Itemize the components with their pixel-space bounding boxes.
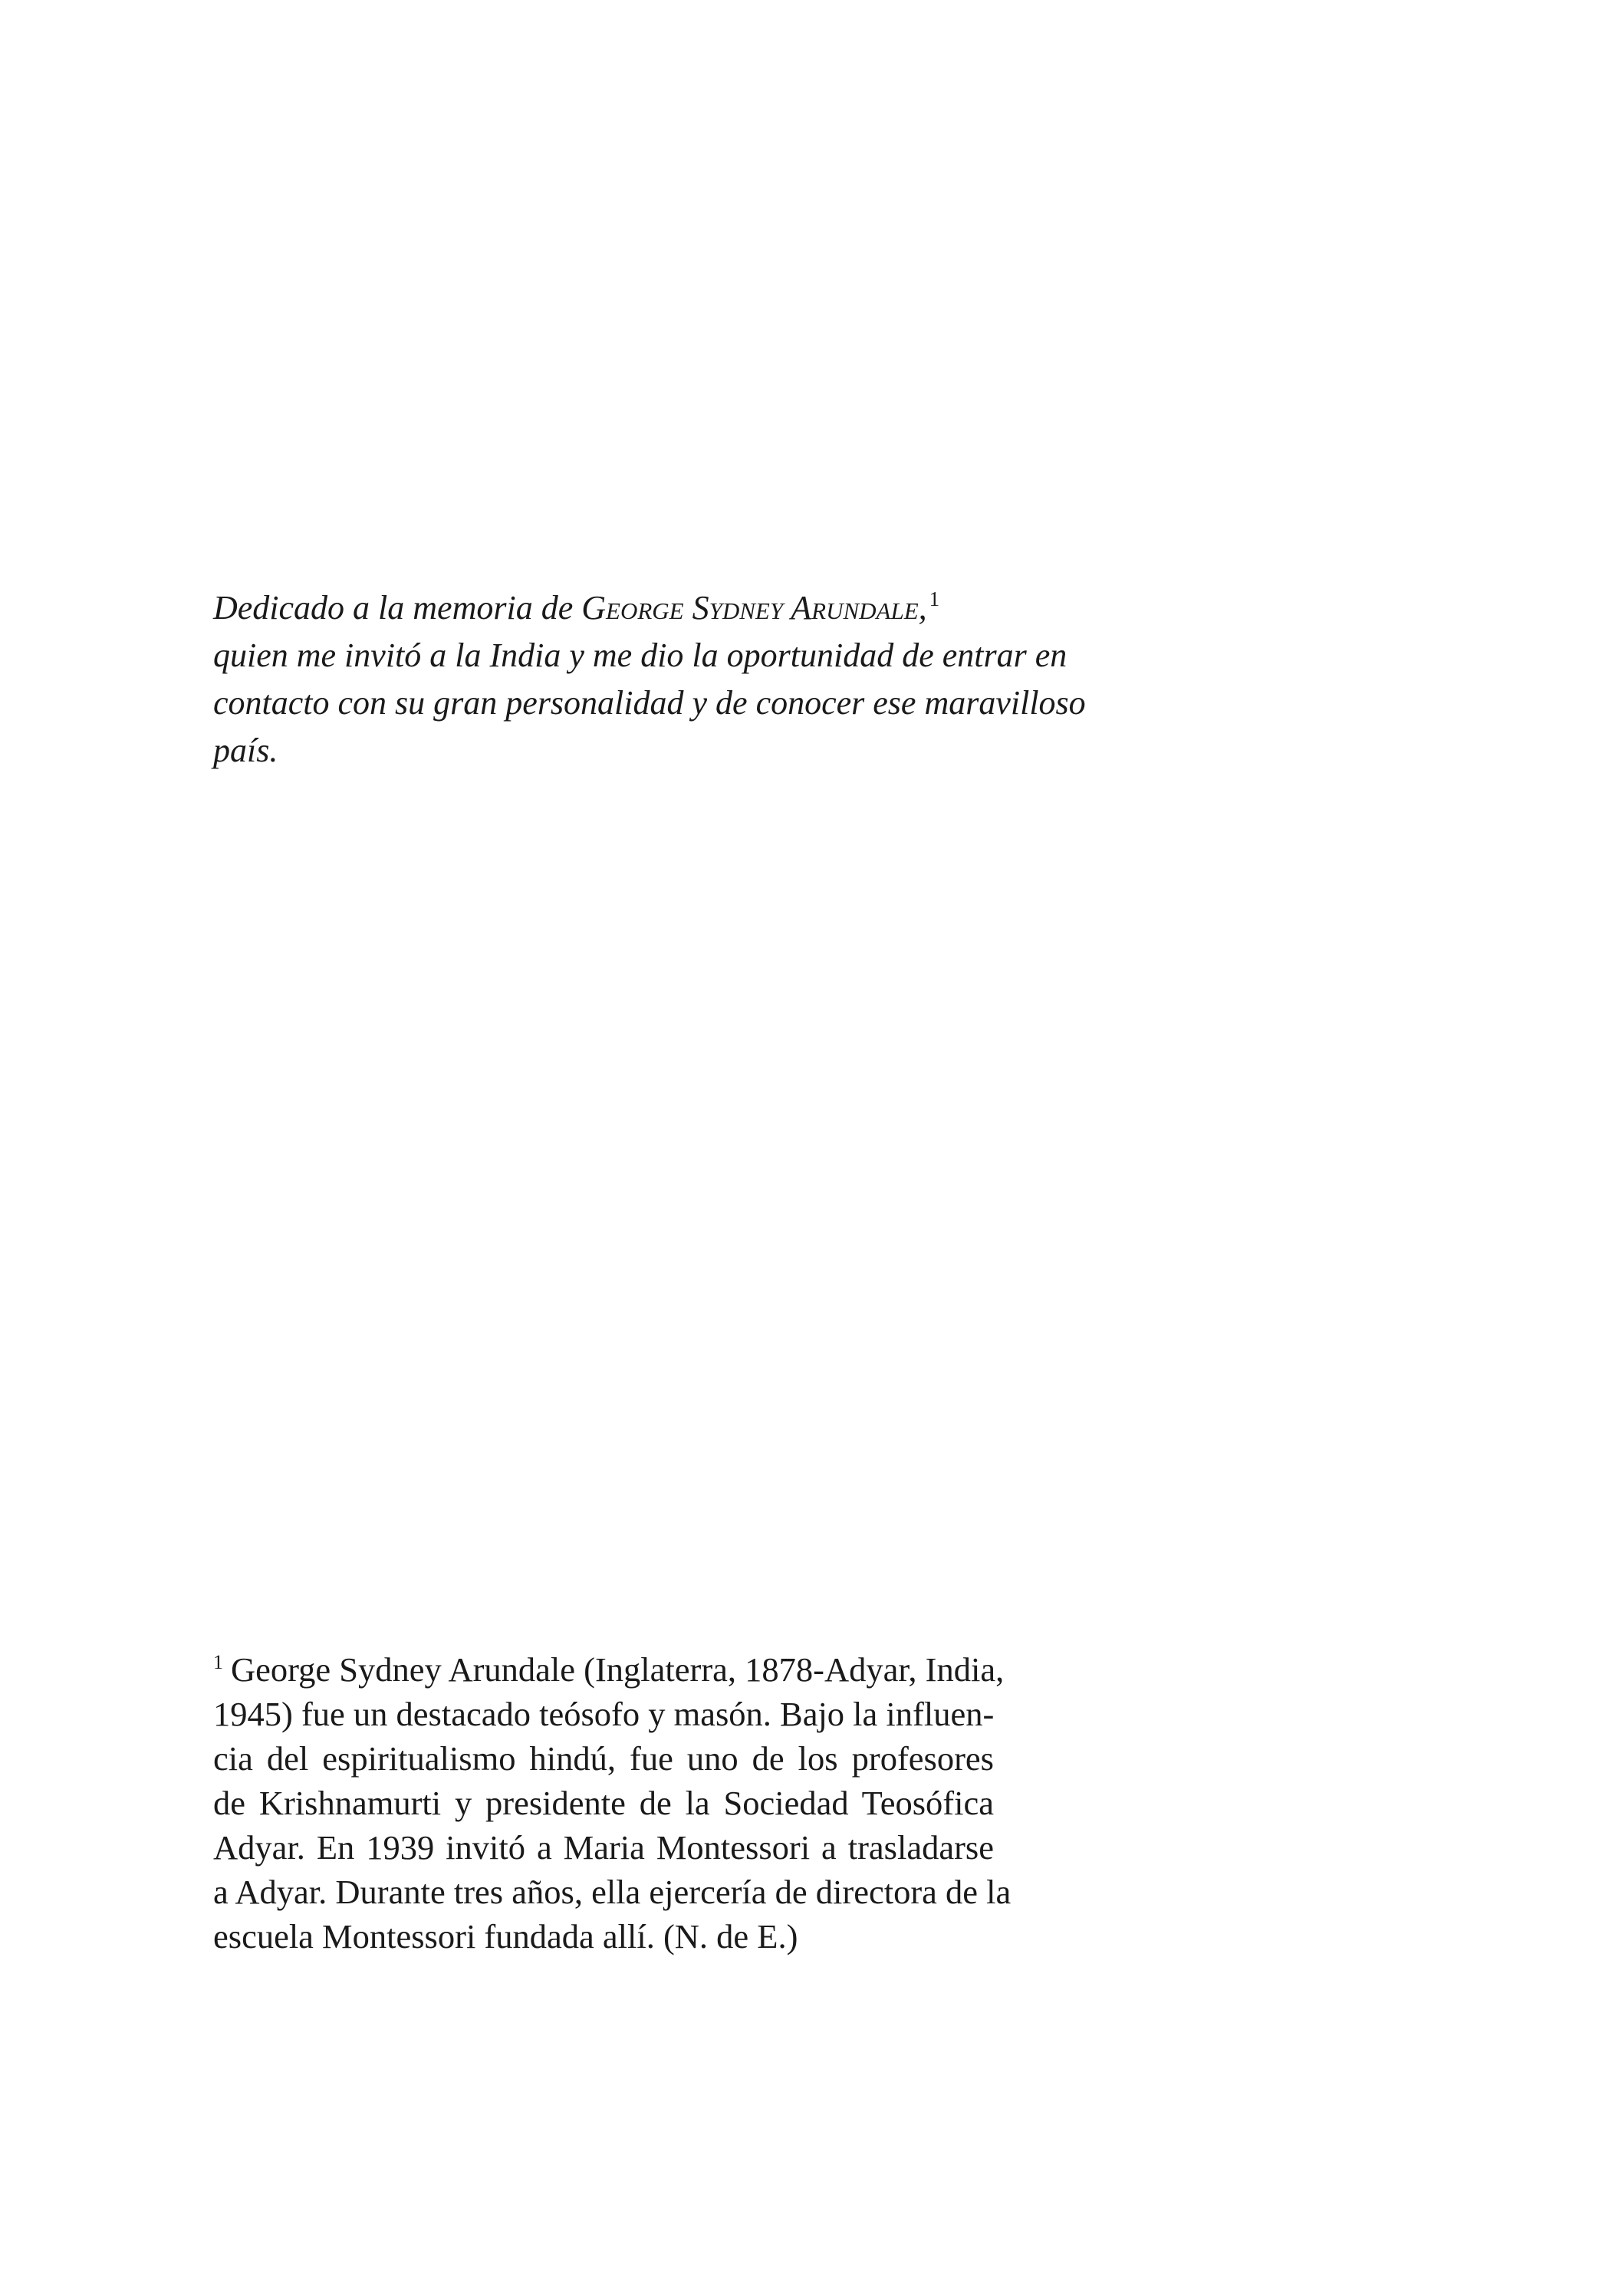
footnote-line-7: escuela Montessori fundada allí. (N. de E.)	[213, 1917, 798, 1956]
footnote-line-2: 1945) fue un destacado teósofo y masón. Bajo la influen-	[213, 1695, 995, 1733]
dedication-line-4: país.	[213, 732, 278, 769]
dedication-line-1	[213, 584, 1011, 632]
dedication-intro: Dedicado a la memoria de	[213, 589, 582, 627]
footnote-line-4: de Krishnamurti y presidente de la Sociedad Teosófica	[213, 1784, 994, 1822]
dedication-line-2: quien me invitó a la India y me dio la oportunidad de entrar en	[213, 636, 1067, 674]
footnote-line-5: Adyar. En 1939 invitó a Maria Montessori a trasladarse	[213, 1828, 994, 1867]
footnote-line-3: cia del espiritualismo hindú, fue uno de los profesores	[213, 1739, 994, 1778]
footnote	[213, 1647, 1012, 1959]
footnote-line-6: a Adyar. Durante tres años, ella ejercería de directora de la	[213, 1873, 1012, 1911]
dedicatee-name: George Sydney Arundale,	[581, 589, 927, 627]
footnote-line-1	[213, 1647, 1005, 1692]
dedication-line-3: contacto con su gran personalidad y de conocer ese maravilloso	[213, 684, 1086, 722]
footnote-marker: 1	[213, 1651, 223, 1673]
dedication	[213, 584, 1086, 775]
footnote-reference[interactable]: 1	[929, 587, 940, 610]
footnote-line-1-text: George Sydney Arundale (Inglaterra, 1878-Adyar, India,	[231, 1650, 1005, 1689]
